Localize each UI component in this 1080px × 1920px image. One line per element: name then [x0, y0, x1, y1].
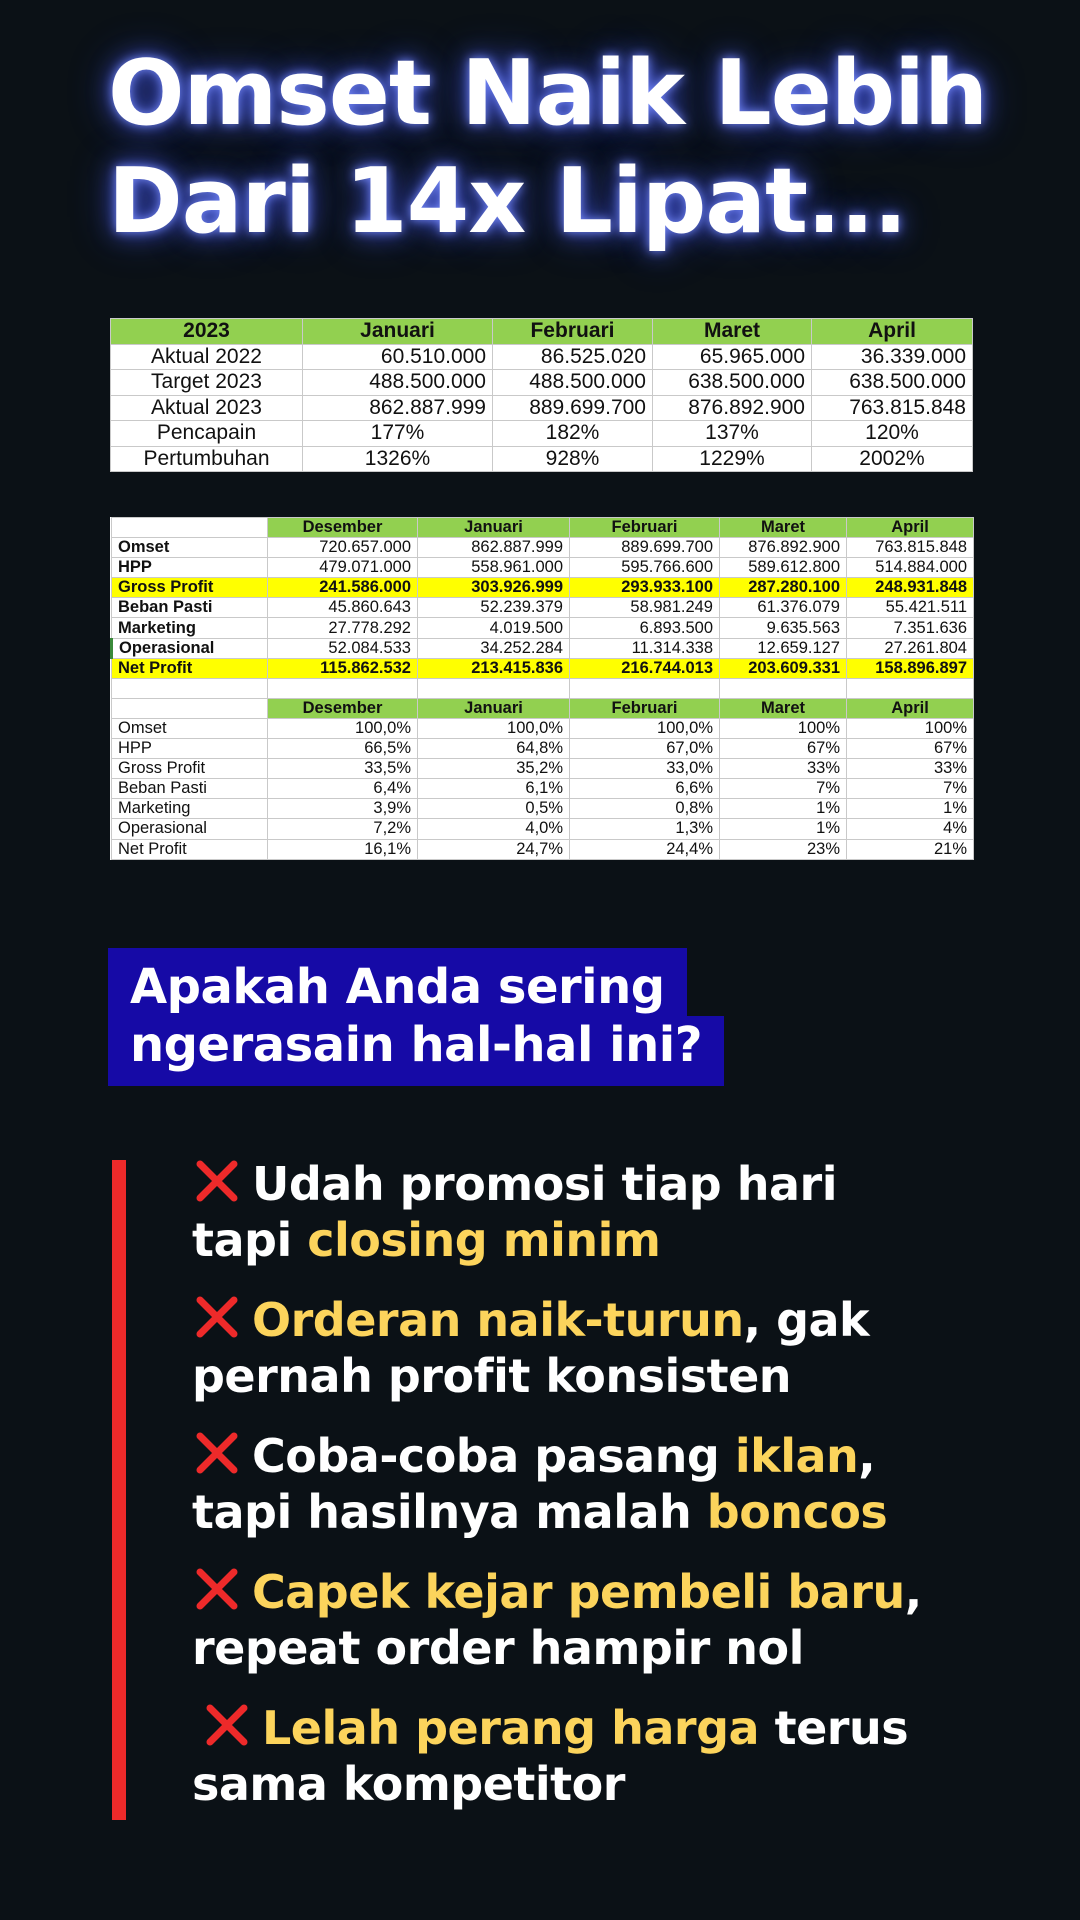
row-label: Marketing: [112, 799, 268, 819]
table-cell: 558.961.000: [418, 558, 570, 578]
table-cell: 177%: [303, 421, 493, 447]
table-row: [111, 395, 973, 421]
table-header-cell: Desember: [268, 518, 418, 538]
table-cell: 0,8%: [570, 799, 720, 819]
table-cell: 876.892.900: [653, 395, 812, 421]
table-cell: 876.892.900: [720, 538, 847, 558]
table-cell: [268, 678, 418, 698]
accent-bar: [112, 1160, 126, 1820]
pain-highlight: boncos: [706, 1485, 888, 1539]
table-cell: 589.612.800: [720, 558, 847, 578]
cross-mark-icon: [192, 1428, 242, 1478]
row-label: Omset: [112, 718, 268, 738]
pain-text: Coba-coba pasang: [252, 1429, 735, 1483]
table-cell: 293.933.100: [570, 578, 720, 598]
table-cell: 115.862.532: [268, 658, 418, 678]
table-cell: 638.500.000: [812, 370, 973, 396]
table-cell: 45.860.643: [268, 598, 418, 618]
table-cell: 488.500.000: [303, 370, 493, 396]
table-row: [112, 799, 974, 819]
table-cell: 11.314.338: [570, 638, 720, 658]
table-cell: 248.931.848: [847, 578, 974, 598]
table-cell: 23%: [720, 839, 847, 859]
table-cell: 1326%: [303, 446, 493, 472]
table-cell: 66,5%: [268, 739, 418, 759]
table-cell: 203.609.331: [720, 658, 847, 678]
list-item: [192, 1700, 1052, 1836]
cross-mark-icon: [192, 1564, 242, 1614]
table-cell: 595.766.600: [570, 558, 720, 578]
cross-mark-icon: [192, 1156, 242, 1206]
table-cell: 67,0%: [570, 739, 720, 759]
table-cell: 67%: [720, 739, 847, 759]
table-cell: [570, 678, 720, 698]
table-cell: 889.699.700: [570, 538, 720, 558]
pain-text: terus: [759, 1701, 909, 1755]
table-cell: 6,6%: [570, 779, 720, 799]
table-header-cell: Januari: [418, 698, 570, 718]
table-cell: 27.261.804: [847, 638, 974, 658]
table-cell: 27.778.292: [268, 618, 418, 638]
table-cell: 514.884.000: [847, 558, 974, 578]
table-cell: [418, 678, 570, 698]
pain-text: ,: [904, 1565, 922, 1619]
cross-mark-icon: [192, 1292, 242, 1342]
table-cell: 1%: [847, 799, 974, 819]
row-label: Operasional: [112, 819, 268, 839]
table-header-cell: Februari: [570, 518, 720, 538]
table-row: [112, 538, 974, 558]
table-row: [112, 558, 974, 578]
table-cell: 287.280.100: [720, 578, 847, 598]
list-item: [192, 1564, 1052, 1700]
table-header-cell: 2023: [111, 319, 303, 345]
row-label: Beban Pasti: [112, 598, 268, 618]
table-cell: 479.071.000: [268, 558, 418, 578]
table-cell: 6,4%: [268, 779, 418, 799]
table-row: [112, 739, 974, 759]
pain-text: Udah promosi tiap hari: [252, 1157, 837, 1211]
headline: [108, 40, 1008, 256]
table-cell: 33,5%: [268, 759, 418, 779]
table-header-row: [112, 698, 974, 718]
table-header-cell: Januari: [303, 319, 493, 345]
table-row: [112, 839, 974, 859]
row-label: Pertumbuhan: [111, 446, 303, 472]
row-label: Pencapain: [111, 421, 303, 447]
table-cell: 0,5%: [418, 799, 570, 819]
row-label: Net Profit: [112, 839, 268, 859]
table-cell: 2002%: [812, 446, 973, 472]
table-header-row: [112, 518, 974, 538]
table-row: [112, 618, 974, 638]
table-cell: 3,9%: [268, 799, 418, 819]
table-row: [111, 421, 973, 447]
table-cell: 61.376.079: [720, 598, 847, 618]
table-row: [112, 819, 974, 839]
list-item: [192, 1156, 1052, 1292]
table-cell: 16,1%: [268, 839, 418, 859]
table-cell: [847, 678, 974, 698]
table-header-cell: April: [847, 518, 974, 538]
table-cell: 1%: [720, 819, 847, 839]
question-line-2: ngerasain hal-hal ini?: [108, 1016, 724, 1086]
table-cell: 7%: [720, 779, 847, 799]
table-cell: 303.926.999: [418, 578, 570, 598]
table-cell: 100,0%: [268, 718, 418, 738]
table-header-cell: Maret: [720, 518, 847, 538]
table-row: [111, 446, 973, 472]
table-row: [112, 759, 974, 779]
table-header-cell: Desember: [268, 698, 418, 718]
row-label: Operasional: [112, 638, 268, 658]
table-cell: 7%: [847, 779, 974, 799]
table-cell: 100,0%: [418, 718, 570, 738]
headline-line-2: Dari 14x Lipat...: [108, 149, 907, 254]
table-cell: 52.239.379: [418, 598, 570, 618]
table-cell: 100%: [720, 718, 847, 738]
table-row: [112, 779, 974, 799]
table-cell: 65.965.000: [653, 344, 812, 370]
table-cell: 7,2%: [268, 819, 418, 839]
table-header-cell: [112, 518, 268, 538]
table-cell: 58.981.249: [570, 598, 720, 618]
row-label: Marketing: [112, 618, 268, 638]
list-item: [192, 1292, 1052, 1428]
table-row: [112, 598, 974, 618]
table-cell: 928%: [493, 446, 653, 472]
pain-highlight: Lelah perang harga: [262, 1701, 760, 1755]
row-label: HPP: [112, 739, 268, 759]
row-label: Gross Profit: [112, 578, 268, 598]
table-cell: 12.659.127: [720, 638, 847, 658]
table-header-cell: April: [812, 319, 973, 345]
row-label: Net Profit: [112, 658, 268, 678]
pain-highlight: closing minim: [307, 1213, 661, 1267]
list-item: [192, 1428, 1052, 1564]
table-cell: 638.500.000: [653, 370, 812, 396]
table-cell: 862.887.999: [303, 395, 493, 421]
table-cell: 1%: [720, 799, 847, 819]
table-header-row: [111, 319, 973, 345]
table-cell: 33%: [847, 759, 974, 779]
table-cell: 6,1%: [418, 779, 570, 799]
table-row-highlighted: [112, 578, 974, 598]
table-cell: 24,7%: [418, 839, 570, 859]
pain-highlight: Capek kejar pembeli baru: [252, 1565, 905, 1619]
table-cell: 1,3%: [570, 819, 720, 839]
pain-highlight: Orderan naik-turun: [252, 1293, 744, 1347]
row-label: HPP: [112, 558, 268, 578]
profit-loss-table: [110, 517, 974, 860]
question-line-1: Apakah Anda sering: [108, 948, 687, 1016]
table-cell: 21%: [847, 839, 974, 859]
table-cell: 241.586.000: [268, 578, 418, 598]
table-cell: 720.657.000: [268, 538, 418, 558]
table-header-cell: [112, 698, 268, 718]
table-cell: 4%: [847, 819, 974, 839]
table-cell: 216.744.013: [570, 658, 720, 678]
table-cell: 24,4%: [570, 839, 720, 859]
table-cell: 488.500.000: [493, 370, 653, 396]
table-cell: 34.252.284: [418, 638, 570, 658]
table-row: [112, 638, 974, 658]
table-cell: 67%: [847, 739, 974, 759]
table-header-cell: Januari: [418, 518, 570, 538]
table-cell: 120%: [812, 421, 973, 447]
table-header-cell: Maret: [720, 698, 847, 718]
pain-text: tapi: [192, 1213, 308, 1267]
table-cell: 763.815.848: [847, 538, 974, 558]
table-cell: 64,8%: [418, 739, 570, 759]
table-cell: 182%: [493, 421, 653, 447]
pain-highlight: iklan: [734, 1429, 859, 1483]
table-cell: 36.339.000: [812, 344, 973, 370]
pain-point-list: [192, 1156, 1052, 1836]
row-label: Gross Profit: [112, 759, 268, 779]
row-label: Aktual 2023: [111, 395, 303, 421]
table-cell: 100%: [847, 718, 974, 738]
pain-text: repeat order hampir nol: [192, 1621, 804, 1675]
table-cell: 6.893.500: [570, 618, 720, 638]
table-spacer-row: [112, 678, 974, 698]
table-cell: 86.525.020: [493, 344, 653, 370]
table-cell: 889.699.700: [493, 395, 653, 421]
table-cell: [720, 678, 847, 698]
table-row: [111, 344, 973, 370]
table-cell: 60.510.000: [303, 344, 493, 370]
table-cell: 33%: [720, 759, 847, 779]
cross-mark-icon: [202, 1700, 252, 1750]
table-cell: 35,2%: [418, 759, 570, 779]
pain-text: sama kompetitor: [192, 1757, 625, 1811]
table-cell: 763.815.848: [812, 395, 973, 421]
table-cell: 213.415.836: [418, 658, 570, 678]
table-cell: 9.635.563: [720, 618, 847, 638]
row-label: Target 2023: [111, 370, 303, 396]
table-cell: 4.019.500: [418, 618, 570, 638]
row-label: Aktual 2022: [111, 344, 303, 370]
table-header-cell: April: [847, 698, 974, 718]
headline-line-1: Omset Naik Lebih: [108, 41, 988, 146]
table-cell: 33,0%: [570, 759, 720, 779]
table-header-cell: Maret: [653, 319, 812, 345]
table-cell: 862.887.999: [418, 538, 570, 558]
question-box: [108, 948, 768, 1086]
row-label: Omset: [112, 538, 268, 558]
pain-text: ,: [858, 1429, 876, 1483]
table-cell: 55.421.511: [847, 598, 974, 618]
table-cell: 100,0%: [570, 718, 720, 738]
table-row-highlighted: [112, 658, 974, 678]
pain-text: , gak: [743, 1293, 870, 1347]
table-row: [112, 718, 974, 738]
table-cell: 1229%: [653, 446, 812, 472]
row-label: Beban Pasti: [112, 779, 268, 799]
table-header-cell: Februari: [493, 319, 653, 345]
table-cell: 137%: [653, 421, 812, 447]
sales-target-table: [110, 318, 973, 472]
pain-text: pernah profit konsisten: [192, 1349, 792, 1403]
pain-text: tapi hasilnya malah: [192, 1485, 707, 1539]
table-cell: 158.896.897: [847, 658, 974, 678]
table-cell: 7.351.636: [847, 618, 974, 638]
table-row: [111, 370, 973, 396]
table-header-cell: Februari: [570, 698, 720, 718]
table-cell: [112, 678, 268, 698]
table-cell: 52.084.533: [268, 638, 418, 658]
table-cell: 4,0%: [418, 819, 570, 839]
